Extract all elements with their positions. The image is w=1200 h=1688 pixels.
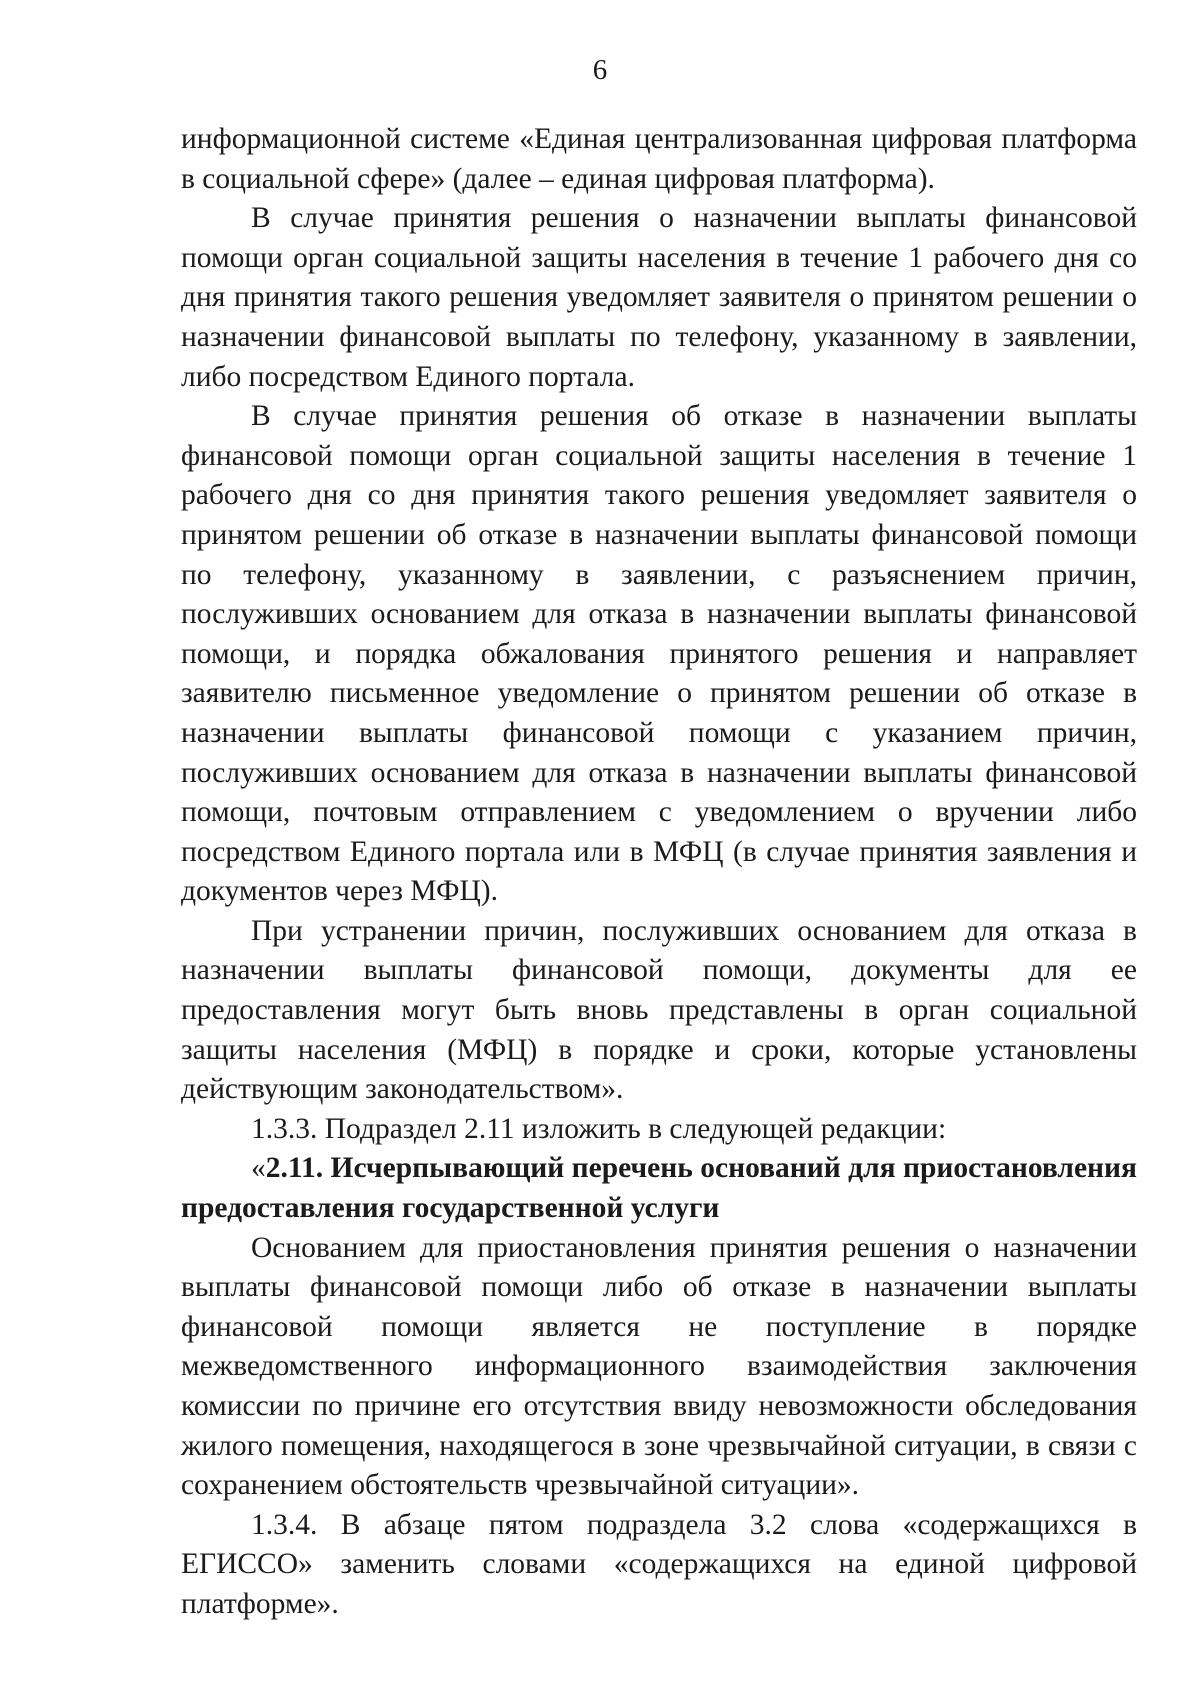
document-body <box>181 120 1137 1625</box>
paragraph: В случае принятия решения о назначении выплаты финансовой помощи орган социальной защиты населения в течение 1 рабочего дня со дня принятия такого решения уведомляет заявителя о принятом решении о назначении финансовой выплаты по телефону, указанному в заявлении, либо посредством Единого портала. <box>181 202 1137 393</box>
paragraph: При устранении причин, послуживших основанием для отказа в назначении выплаты финансовой помощи, документы для ее предоставления могут быть вновь представлены в орган социальной защиты населения (МФЦ) в порядке и сроки, которые установлены действующим законодательством». <box>181 914 1137 1106</box>
paragraph: 1.3.3. Подраздел 2.11 изложить в следующей редакции: <box>251 1112 947 1145</box>
page-number: 6 <box>592 54 608 86</box>
heading-quote: « <box>251 1152 266 1185</box>
paragraph: информационной системе «Единая централизованная цифровая платформа в социальной сфере» (далее – единая цифровая платформа). <box>181 123 1137 195</box>
paragraph: 1.3.4. В абзаце пятом подраздела 3.2 слова «содержащихся в ЕГИССО» заменить словами «содержащихся на единой цифровой платформе». <box>181 1508 1137 1620</box>
paragraph: В случае принятия решения об отказе в назначении выплаты финансовой помощи орган социальной защиты населения в течение 1 рабочего дня со дня принятия такого решения уведомляет заявителя о принятом решении об отказе в назначении выплаты финансовой помощи по телефону, указанному в заявлении, с разъяснением причин, послуживших основанием для отказа в назначении выплаты финансовой помощи, и порядка обжалования принятого решения и направляет заявителю письменное уведомление о принятом решении об отказе в назначении выплаты финансовой помощи с указанием причин, послуживших основанием для отказа в назначении выплаты финансовой помощи, почтовым отправлением с уведомлением о вручении либо посредством Единого портала или в МФЦ (в случае принятия заявления и документов через МФЦ). <box>181 400 1137 908</box>
section-heading <box>181 1149 1137 1228</box>
heading-text: 2.11. Исчерпывающий перечень оснований для приостановления предоставления государственной услуги <box>181 1152 1137 1225</box>
paragraph: Основанием для приостановления принятия решения о назначении выплаты финансовой помощи либо об отказе в назначении выплаты финансовой помощи является не поступление в порядке межведомственного информационного взаимодействия заключения комиссии по причине его отсутствия ввиду невозможности обследования жилого помещения, находящегося в зоне чрезвычайной ситуации, в связи с сохранением обстоятельств чрезвычайной ситуации». <box>181 1231 1137 1502</box>
